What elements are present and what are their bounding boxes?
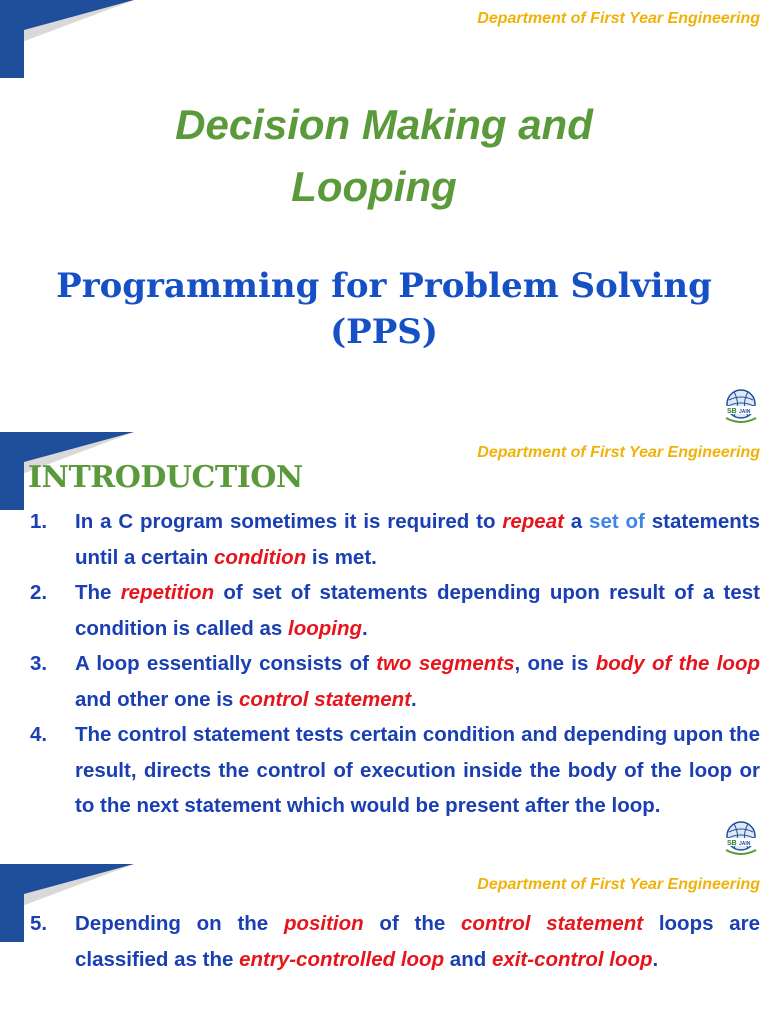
svg-text:SB: SB (727, 408, 737, 415)
list-item (30, 575, 760, 646)
svg-text:JAIN: JAIN (739, 841, 751, 847)
page-title-line-2: Looping (291, 163, 457, 210)
list-item-text: In a C program sometimes it is required to repeat a set of statements until a certain condition is met. (75, 510, 760, 569)
department-label: Department of First Year Engineering (477, 876, 760, 893)
sb-jain-logo-icon (720, 386, 762, 428)
page-title-line-1: Decision Making and (175, 101, 593, 148)
list-item-number: 3. (30, 652, 48, 675)
list-item-text: Depending on the position of the control statement loops are classified as the entry-controlled loop and exit-control loop. (75, 912, 761, 971)
title-slide (0, 0, 768, 432)
subtitle-line-2: (PPS) (330, 312, 438, 352)
department-label: Department of First Year Engineering (477, 10, 760, 27)
introduction-slide (0, 432, 768, 864)
list-item (30, 906, 760, 977)
list-item-text: The control statement tests certain condition and depending upon the result, directs the control of execution inside the body of the loop or to the next statement which would be present after the loop. (75, 723, 760, 817)
list-item-number: 4. (30, 723, 48, 746)
classification-slide (0, 864, 768, 1024)
section-heading: INTRODUCTION (28, 460, 303, 495)
corner-decoration-icon (0, 0, 140, 80)
list-item-text: The repetition of set of statements depending upon result of a test condition is called as looping. (75, 581, 760, 640)
classification-list (30, 906, 760, 977)
list-item (30, 646, 760, 717)
list-item (30, 717, 760, 824)
list-item-number: 2. (30, 581, 48, 604)
svg-text:SB: SB (727, 840, 737, 847)
department-label: Department of First Year Engineering (477, 444, 760, 461)
subtitle-line-1: Programming for Problem Solving (56, 266, 712, 306)
list-item-number: 1. (30, 510, 48, 533)
sb-jain-logo-icon (720, 818, 762, 860)
list-item (30, 504, 760, 575)
svg-text:JAIN: JAIN (739, 409, 751, 415)
intro-list (30, 504, 760, 824)
list-item-text: A loop essentially consists of two segments, one is body of the loop and other one is control statement. (75, 652, 760, 711)
list-item-number: 5. (30, 912, 48, 935)
